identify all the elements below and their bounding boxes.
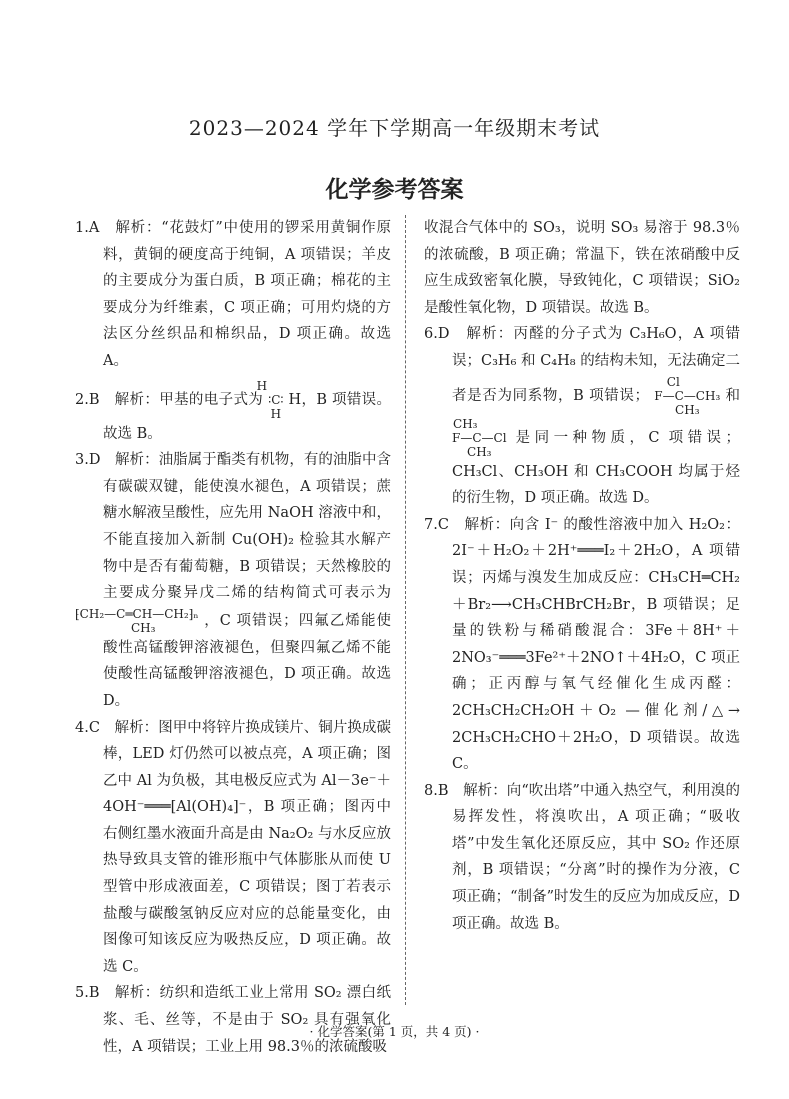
structure-1: Cl F—C—CH₃ CH₃: [654, 374, 721, 417]
answer-1: 1.A 解析：“花鼓灯”中使用的锣采用黄铜作原料，黄铜的硬度高于纯铜，A 项错误；羊皮的主要成分为蛋白质，B 项正确；棉花的主要成分为纤维素，C 项正确；可用灼烧的方法区分丝织品和棉织品，D 项正确。故选 A。: [75, 220, 391, 369]
structure-2: CH₃ F—C—Cl CH₃: [452, 416, 507, 459]
answer-3-text-a: 3.D 解析：油脂属于酯类有机物，有的油脂中含有碳碳双键，能使溴水褪色，A 项错误；蔗糖水解液呈酸性，应先用 NaOH 溶液中和，不能直接加入新制 Cu(OH)₂ 检验其水解产物中是否有葡萄糖，B 项错误；天然橡胶的主要成分聚异戊二烯的结构简式可表示为: [75, 452, 391, 602]
column-divider: [405, 215, 406, 1005]
polyisoprene-formula: ⁅CH₂—C═CH—CH₂⁆ₙ CH₃: [75, 606, 199, 635]
answer-6-text-a: 6.D 解析：丙醛的分子式为 C₃H₆O，A 项错误；C₃H₆ 和 C₄H₈ 的结构未知，无法确定二者是否为同系物，B 项错误；: [424, 326, 740, 404]
answer-2-text-a: 2.B 解析：甲基的电子式为: [75, 391, 264, 408]
answer-4: 4.C 解析：图甲中将锌片换成镁片、铜片换成碳棒，LED 灯仍然可以被点亮，A 项正确；图乙中 Al 为负极，其电极反应式为 Al－3e⁻＋4OH⁻═══[Al(OH)₄]⁻，B 项正确；图丙中右侧红墨水液面升高是由 Na₂O₂ 与水反应放热导致具支管的锥形瓶中气体膨胀从而使 U 型管中形成液面差，C 项错误；图丁若表示盐酸与碳酸氢钠反应对应的总能量变化，由图像可知该反应为吸热反应，D 项正确。故选 C。: [75, 719, 391, 975]
answer-6-text-c: 是同一种物质，C 项错误；CH₃Cl、CH₃OH 和 CH₃COOH 均属于烃的衍生物，D 项正确。故选 D。: [452, 429, 741, 507]
answer-2: [75, 379, 391, 448]
answer-2-text-b: H，B 项错误。故选 B。: [103, 391, 392, 442]
answer-6-text-b: 和: [725, 387, 741, 404]
answer-3: [75, 447, 391, 714]
right-column: [424, 215, 740, 937]
answer-subtitle: 化学参考答案: [325, 177, 464, 203]
answer-5-continued: 收混合气体中的 SO₃，说明 SO₃ 易溶于 98.3％的浓硫酸，B 项正确；常温下，铁在浓硝酸中反应生成致密氧化膜，导致钝化，C 项错误；SiO₂ 是酸性氧化物，D 项错误。故选 B。: [424, 220, 740, 316]
answer-5: 5.B 解析：纺织和造纸工业上常用 SO₂ 漂白纸浆、毛、丝等，不是由于 SO₂ 具有强氧化性，A 项错误；工业上用 98.3％的浓硫酸吸: [75, 985, 391, 1055]
exam-title: 2023—2024 学年下学期高一年级期末考试: [188, 116, 601, 140]
answer-6: [424, 321, 740, 511]
page-footer: · 化学答案(第 1 页，共 4 页) ·: [309, 1024, 480, 1039]
answer-3-text-b: ，C 项错误；四氟乙烯能使酸性高锰酸钾溶液褪色，但聚四氟乙烯不能使酸性高锰酸钾溶液褪色，D 项正确。故选 D。: [103, 612, 392, 709]
left-column: [75, 215, 391, 1060]
answer-7: 7.C 解析：向含 I⁻ 的酸性溶液中加入 H₂O₂：2I⁻＋H₂O₂＋2H⁺═══I₂＋2H₂O，A 项错误；丙烯与溴发生加成反应：CH₃CH═CH₂＋Br₂⟶CH₃CHBrCH₂Br，B 项错误；足量的铁粉与稀硝酸混合：3Fe＋8H⁺＋2NO₃⁻═══3Fe²⁺＋2NO↑＋4H₂O，C 项正确；正丙醇与氧气经催化生成丙醛：2CH₃CH₂CH₂OH＋O₂ —催化剂/△→ 2CH₃CH₂CHO＋2H₂O，D 项错误。故选 C。: [424, 516, 740, 773]
methyl-electron-formula: H ∶C∶ H: [256, 378, 284, 421]
answer-8: 8.B 解析：向“吹出塔”中通入热空气，利用溴的易挥发性，将溴吹出，A 项正确；“吸收塔”中发生氧化还原反应，其中 SO₂ 作还原剂，B 项错误；“分离”时的操作为分液，C 项正确；“制备”时发生的反应为加成反应，D 项正确。故选 B。: [424, 782, 740, 932]
